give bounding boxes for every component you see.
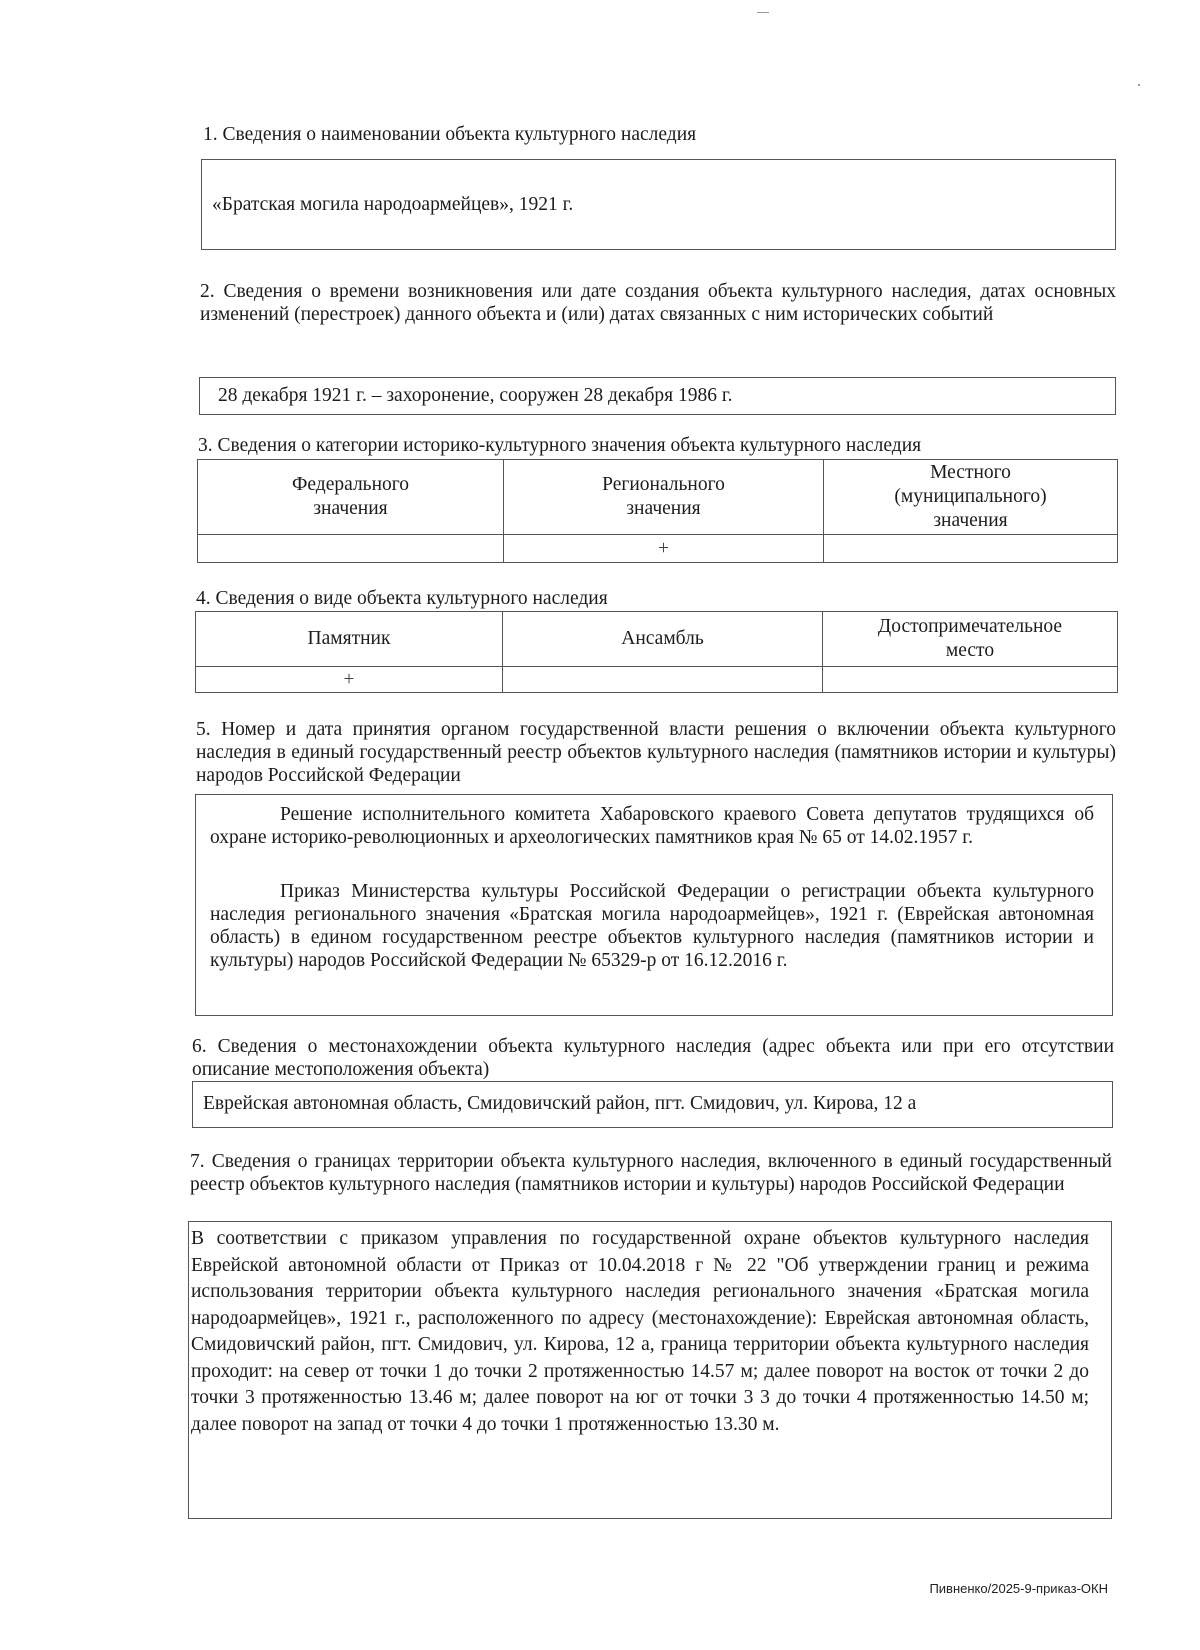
section-1-box — [201, 159, 1116, 250]
type-table — [195, 611, 1118, 693]
scan-speck — [757, 12, 769, 13]
object-name-value: «Братская могила народоармейцев», 1921 г. — [212, 194, 574, 215]
creation-date-value: 28 декабря 1921 г. – захоронение, сооружен 28 декабря 1986 г. — [218, 385, 733, 406]
section-2-box — [199, 377, 1116, 415]
category-regional-value: + — [504, 535, 824, 563]
section-5-heading: 5. Номер и дата принятия органом государственной власти решения о включении объекта культурного наследия в единый государственный реестр объектов культурного наследия (памятников истории и культуры) народов Российской Федерации — [196, 719, 1116, 786]
type-monument-value: + — [196, 667, 503, 693]
register-decision-1957: Решение исполнительного комитета Хабаровского краевого Совета депутатов трудящихся об охране историко-революционных и археологических памятников края № 65 от 14.02.1957 г. — [210, 804, 1094, 848]
section-7-box — [188, 1221, 1112, 1519]
section-1-heading: 1. Сведения о наименовании объекта культурного наследия — [203, 124, 697, 145]
category-local-value — [824, 535, 1118, 563]
category-regional-header: Регионального значения — [504, 460, 824, 535]
category-table — [197, 459, 1118, 563]
type-ensemble-value — [503, 667, 823, 693]
section-6-heading: 6. Сведения о местонахождении объекта культурного наследия (адрес объекта или при его отсутствии описание местоположения объекта) — [192, 1036, 1114, 1080]
boundary-description: В соответствии с приказом управления по государственной охране объектов культурного наследия Еврейской автономной области от Приказ от 10.04.2018 г № 22 "Об утверждении границ и режима использования территории объекта культурного наследия регионального значения «Братская могила народоармейцев», 1921 г., расположенного по адресу (местонахождение): Еврейская автономная область, Смидовичский район, пгт. Смидович, ул. Кирова, 12 а, граница территории объекта культурного наследия проходит: на север от точки 1 до точки 2 протяженностью 14.57 м; далее поворот на восток от точки 2 до точки 3 протяженностью 13.46 м; далее поворот на юг от точки 3 3 до точки 4 протяженностью 14.50 м; далее поворот на запад от точки 4 до точки 1 протяженностью 13.30 м. — [191, 1228, 1089, 1435]
section-5-box — [195, 794, 1113, 1016]
section-6-box — [192, 1081, 1113, 1128]
category-federal-header: Федерального значения — [198, 460, 504, 535]
type-landmark-header: Достопримечательное место — [823, 612, 1118, 667]
category-local-header: Местного (муниципального) значения — [824, 460, 1118, 535]
type-monument-header: Памятник — [196, 612, 503, 667]
scan-speck — [1138, 84, 1140, 86]
type-ensemble-header: Ансамбль — [503, 612, 823, 667]
section-2-heading: 2. Сведения о времени возникновения или дате создания объекта культурного наследия, датах основных изменений (перестроек) данного объекта и (или) датах связанных с ним исторических событий — [200, 281, 1116, 325]
section-7-heading: 7. Сведения о границах территории объекта культурного наследия, включенного в единый государственный реестр объектов культурного наследия (памятников истории и культуры) народов Российской Федерации — [190, 1151, 1112, 1195]
type-landmark-value — [823, 667, 1118, 693]
category-federal-value — [198, 535, 504, 563]
section-3-heading: 3. Сведения о категории историко-культурного значения объекта культурного наследия — [198, 435, 922, 456]
location-value: Еврейская автономная область, Смидовичский район, пгт. Смидович, ул. Кирова, 12 а — [203, 1093, 917, 1114]
document-id-footer: Пивненко/2025-9-приказ-ОКН — [929, 1581, 1108, 1596]
section-4-heading: 4. Сведения о виде объекта культурного наследия — [196, 588, 608, 609]
register-order-2016: Приказ Министерства культуры Российской Федерации о регистрации объекта культурного наследия регионального значения «Братская могила народоармейцев», 1921 г. (Еврейская автономная область) в едином государственном реестре объектов культурного наследия (памятников истории и культуры) народов Российской Федерации № 65329-р от 16.12.2016 г. — [210, 881, 1094, 971]
